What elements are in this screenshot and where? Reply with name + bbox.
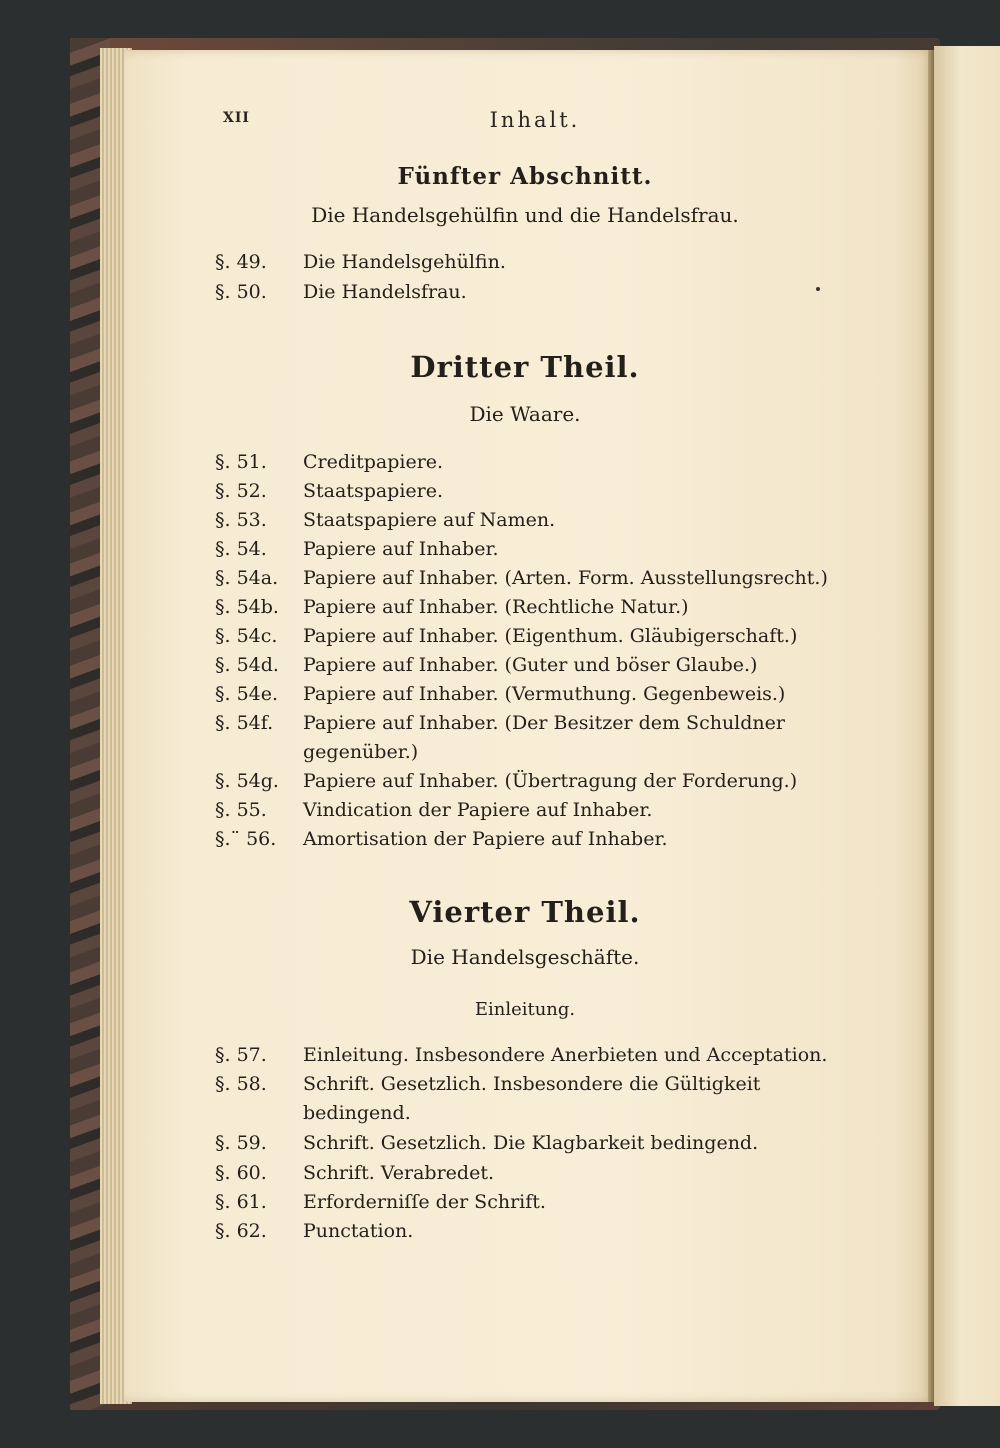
paragraph-number: §. 57. bbox=[215, 1044, 267, 1066]
paragraph-number: §. 53. bbox=[215, 509, 267, 531]
entry-title: Papiere auf Inhaber. (Eigenthum. Gläubigerschaft.) bbox=[303, 625, 798, 647]
toc-entry bbox=[215, 709, 835, 767]
toc-entry bbox=[215, 825, 835, 854]
entry-title: Vindication der Papiere auf Inhaber. bbox=[303, 799, 653, 821]
paragraph-number: §. 59. bbox=[215, 1132, 267, 1154]
entry-title: Papiere auf Inhaber. (Übertragung der Forderung.) bbox=[303, 770, 798, 792]
toc-entry bbox=[215, 767, 835, 796]
entry-title: Die Handelsfrau. bbox=[303, 281, 467, 303]
facing-page-edge bbox=[934, 46, 1000, 1406]
part-subtitle: Die Waare. bbox=[469, 402, 581, 426]
paragraph-number: §. 54b. bbox=[215, 596, 279, 618]
entry-title: Papiere auf Inhaber. (Rechtliche Natur.) bbox=[303, 596, 689, 618]
paragraph-number: §. 54c. bbox=[215, 625, 278, 647]
section-title: Einleitung. bbox=[474, 999, 576, 1020]
toc-entry bbox=[215, 1188, 835, 1217]
paragraph-number: §.¨ 56. bbox=[215, 828, 277, 850]
part-subtitle: Die Handelsgeschäfte. bbox=[410, 945, 640, 969]
toc-entry bbox=[215, 535, 835, 564]
page-number: XII bbox=[223, 110, 250, 126]
paragraph-number: §. 54a. bbox=[215, 567, 279, 589]
paragraph-number: §. 54. bbox=[215, 538, 267, 560]
toc-entry bbox=[215, 1129, 835, 1158]
paragraph-number: §. 51. bbox=[215, 451, 267, 473]
section-heading: Fünfter Abschnitt. bbox=[397, 163, 653, 190]
part-heading: Dritter Theil. bbox=[410, 350, 640, 384]
paragraph-number: §. 58. bbox=[215, 1073, 267, 1095]
entry-title: Creditpapiere. bbox=[303, 451, 444, 473]
running-title: Inhalt. bbox=[489, 108, 581, 132]
entry-title: Amortisation der Papiere auf Inhaber. bbox=[303, 828, 668, 850]
paragraph-number: §. 54g. bbox=[215, 770, 279, 792]
toc-entry bbox=[215, 564, 835, 593]
toc-entry bbox=[215, 651, 835, 680]
toc-entry bbox=[215, 796, 835, 825]
entry-title: Punctation. bbox=[303, 1220, 414, 1242]
toc-entry bbox=[215, 448, 835, 477]
paragraph-number: §. 62. bbox=[215, 1220, 267, 1242]
toc-entry bbox=[215, 622, 835, 651]
entry-title: Erforderniſſe der Schrift. bbox=[303, 1191, 546, 1213]
part-heading: Vierter Theil. bbox=[409, 895, 641, 929]
toc-entry bbox=[215, 506, 835, 535]
entry-title: Staatspapiere auf Namen. bbox=[303, 509, 556, 531]
toc-entry bbox=[215, 680, 835, 709]
toc-entry bbox=[215, 1217, 835, 1246]
paragraph-number: §. 60. bbox=[215, 1162, 267, 1184]
paragraph-number: §. 55. bbox=[215, 799, 267, 821]
entry-title: Papiere auf Inhaber. (Vermuthung. Gegenbeweis.) bbox=[303, 683, 786, 705]
entry-title: Papiere auf Inhaber. (Der Besitzer dem Schuldner gegenüber.) bbox=[303, 712, 785, 763]
entry-title: Einleitung. Insbesondere Anerbieten und Acceptation. bbox=[303, 1044, 828, 1066]
paragraph-number: §. 54e. bbox=[215, 683, 279, 705]
entry-title: Schrift. Gesetzlich. Insbesondere die Gültigkeit bedingend. bbox=[303, 1073, 761, 1124]
toc-entry bbox=[215, 278, 835, 307]
toc-entry bbox=[215, 477, 835, 506]
paragraph-number: §. 54f. bbox=[215, 712, 274, 734]
ink-speck bbox=[816, 287, 820, 291]
paragraph-number: §. 49. bbox=[215, 251, 267, 273]
paragraph-number: §. 52. bbox=[215, 480, 267, 502]
entry-title: Papiere auf Inhaber. (Arten. Form. Ausstellungsrecht.) bbox=[303, 567, 828, 589]
entry-title: Papiere auf Inhaber. bbox=[303, 538, 499, 560]
toc-entry bbox=[215, 1159, 835, 1188]
toc-entry bbox=[215, 593, 835, 622]
toc-entry bbox=[215, 1070, 835, 1128]
entry-title: Die Handelsgehülfin. bbox=[303, 251, 506, 273]
paragraph-number: §. 50. bbox=[215, 281, 267, 303]
entry-title: Schrift. Gesetzlich. Die Klagbarkeit bedingend. bbox=[303, 1132, 759, 1154]
entry-title: Papiere auf Inhaber. (Guter und böser Glaube.) bbox=[303, 654, 758, 676]
toc-entry bbox=[215, 248, 835, 277]
paragraph-number: §. 54d. bbox=[215, 654, 279, 676]
toc-entry bbox=[215, 1041, 835, 1070]
entry-title: Staatspapiere. bbox=[303, 480, 444, 502]
paragraph-number: §. 61. bbox=[215, 1191, 267, 1213]
section-subtitle: Die Handelsgehülfin und die Handelsfrau. bbox=[311, 203, 739, 227]
entry-title: Schrift. Verabredet. bbox=[303, 1162, 495, 1184]
